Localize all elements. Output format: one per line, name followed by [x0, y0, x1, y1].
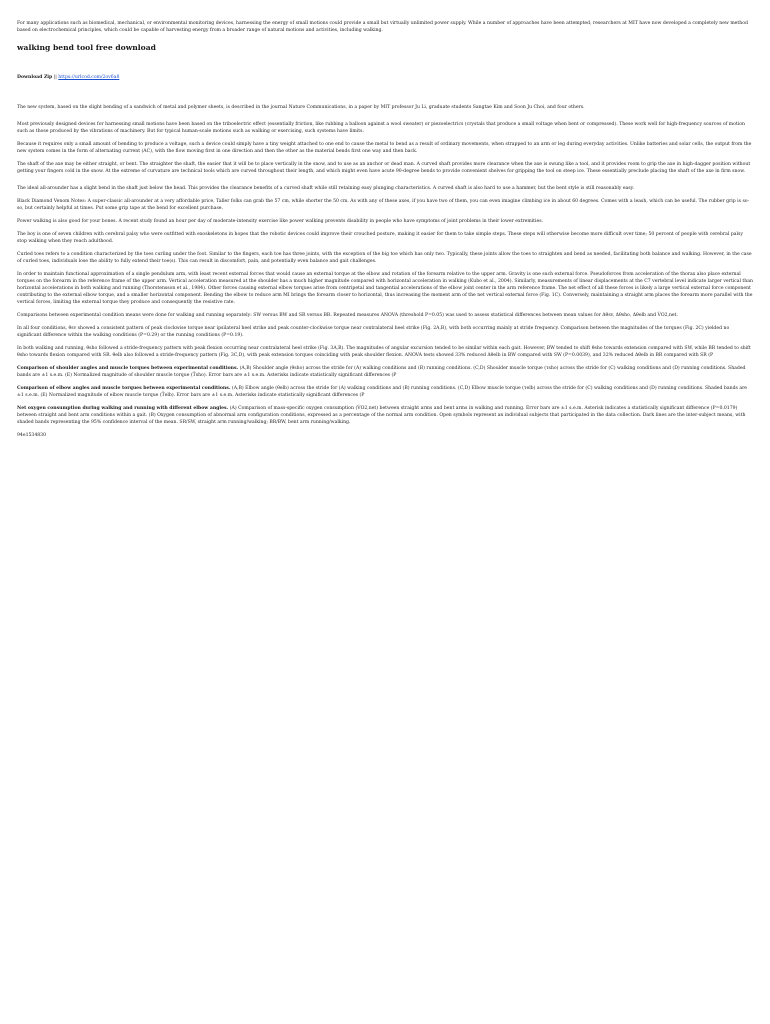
caption-text: (A,B) Shoulder angle (θsho) across the stride for (A) walking conditions and (B) running conditions. (C,D) Shoulder muscle torque (τsho) across the stride for (C) walking conditions and (D) running conditions. Shaded bands are ±1 s.e.m. (E) Normalized magnitude of shoulder muscle torque (T̃sho). Error bars are ±1 s.e.m. Asterisks indicate statistically significant differences (P [17, 366, 746, 378]
body-paragraph: Because it requires only a small amount of bending to produce a voltage, such a device could simply have a tiny weight attached to one end to cause the metal to bend as a result of ordinary movements, when strapped to an arm or leg during everyday activities. Unlike batteries and solar cells, the output from the new system comes in the form of alternating current (AC), with the flow moving first in one direction and then the other as the material bends first one way and then back. [17, 142, 752, 154]
figure-caption [17, 405, 753, 426]
body-paragraph: In all four conditions, θsv showed a consistent pattern of peak clockwise torque near ipsilateral heel strike and peak counter-clockwise torque near contralateral heel strike (Fig. 2A,B), with both occurring mainly at stride frequency. Comparison between the magnitudes of the torques (Fig. 2C) yielded no significant difference within the walking conditions (P=0.29) or the running conditions (P=0.19). [17, 326, 730, 338]
caption-text: (A) Comparison of mass-specific oxygen consumption (V̇O2,net) between straight arms and bent arms in walking and running. Error bars are ±1 s.e.m. Asterisk indicates a statistically significant difference (P=0.0179) between straight and bent arm conditions within a gait. (B) Oxygen consumption of abnormal arm configuration conditions, expressed as a percentage of the normal arm condition. Open symbols represent an individual subjects that participated in the data collection. Dark lines are the inter-subject means, with shaded bands representing the 95% confidence interval of the mean. SR/SW, straight arm running/walking; BR/BW, bent arm running/walking. [17, 406, 746, 425]
figure-caption [17, 365, 753, 379]
body-paragraph: The ideal all-arounder has a slight bend in the shaft just below the head. This provides the clearance benefits of a curved shaft while still retaining easy plunging characteristics. A curved shaft is also hard to use a hammer, but the bent style is still reasonably easy. [17, 186, 635, 191]
body-paragraph: Power walking is also good for your bones. A recent study found an hour per day of moderate-intensity exercise like power walking prevents disability in people who have symptoms of joint problems in their lower extremities. [17, 219, 544, 224]
body-paragraph: Most previously designed devices for harnessing small motions have been based on the triboelectric effect (essentially friction, like rubbing a balloon against a wool sweater) or piezoelectrics (crystals that produce a small voltage when bent or compressed). These work well for high-frequency sources of motion such as those produced by the vibrations of machinery. But for typical human-scale motions such as walking or exercising, such systems have limits. [17, 122, 745, 134]
download-line [17, 74, 753, 81]
caption-text: (A,B) Elbow angle (θelb) across the stride for (A) walking conditions and (B) running conditions. (C,D) Elbow muscle torque (τelb) across the stride for (C) walking conditions and (D) running conditions. Shaded bands are ±1 s.e.m. (E) Normalized magnitude of elbow muscle torque (T̃elb). Error bars are ±1 s.e.m. Asterisks indicate statistically significant differences (P [17, 386, 747, 398]
body-paragraph: The shaft of the axe may be either straight, or bent. The straighter the shaft, the easier that it will be to place vertically in the snow, and to use as an anchor or dead man. A curved shaft provides more clearance when the axe is swung like a tool, and it provides room to grip the axe in high-dagger position without getting your fingers cold in the snow. At the extreme of curvature are technical tools which are curved throughout their length, and which might even have acute 90-degree bends to provide convenient shelves for gripping the tool on steep ice. These essentially preclude placing the shaft of the axe in firm snow. [17, 162, 751, 174]
body-paragraph: The boy is one of seven children with cerebral palsy who were outfitted with exoskeletons in hopes that the robotic devices could improve their crouched posture, making it easier for them to take simple steps. These steps will otherwise become more difficult over time; 50 percent of people with cerebral palsy stop walking when they reach adulthood. [17, 232, 743, 244]
caption-title: Comparison of shoulder angles and muscle torques between experimental conditions. [17, 366, 239, 371]
download-separator: || [53, 75, 57, 80]
intro-paragraph: For many applications such as biomedical, mechanical, or environmental monitoring devices, harnessing the energy of small motions could provide a small but virtually unlimited power supply. While a number of approaches have been attempted, researchers at MIT have now developed a completely new method based on electrochemical principles, which could be capable of harvesting energy from a broader range of natural motions and activities, including walking. [17, 21, 748, 33]
footer-code: 94e1534830 [17, 433, 47, 438]
download-label: Download Zip [17, 75, 53, 80]
body-paragraph: Comparisons between experimental condition means were done for walking and running separately: SW versus BW and SR versus BR. Repeated measures ANOVA (threshold P=0.05) was used to assess statistical differences between mean values for Δθsv, Δθsho, Δθelb and V̇O2,net. [17, 313, 678, 318]
body-paragraph: In both walking and running, θsho followed a stride-frequency pattern with peak flexion occurring near contralateral heel strike (Fig. 3A,B). The magnitudes of angular excursion tended to be similar within each gait. However, BW tended to shift θsho towards extension compared with SW, while BR tended to shift θsho towards flexion compared with SR. θelb also followed a stride-frequency pattern (Fig. 3C,D), with peak extension torques coinciding with peak shoulder flexion. ANOVA tests showed 33% reduced Δθelb in BW compared with SW (P=0.0039), and 32% reduced Δθelb in BR compared with SR (P [17, 346, 751, 358]
body-paragraph: The new system, based on the slight bending of a sandwich of metal and polymer sheets, is described in the journal Nature Communications, in a paper by MIT professor Ju Li, graduate students Sangtae Kim and Soon Ju Choi, and four others. [17, 105, 585, 110]
page-title: walking bend tool free download [17, 43, 156, 52]
download-link[interactable]: https://urlcod.com/2ov6a8 [58, 75, 120, 80]
figure-caption [17, 385, 753, 399]
body-paragraph: In order to maintain functional approximation of a single pendulum arm, with least recent external forces that would cause an external torque at the elbow and rotation of the forearm relative to the upper arm. Gravity is one such external force. Pseudoforces from acceleration of the thorax also place external torques on the forearm in the reference frame of the upper arm. Vertical acceleration measured at the shoulder has a much higher magnitude compared with horizontal acceleration in walking (Kubo et al., 2004). Similarly, measurements of linear displacements at the C7 vertebral level indicate larger vertical than horizontal accelerations in both walking and running (Thorstensson et al., 1984). Other forces causing external elbow torques arise from centripetal and tangential accelerations of the elbow joint center in the arm reference frame. The net effect of all these forces is likely a large vertical external force component contributing to the external elbow torque, and a smaller horizontal component. Bending the elbow to reduce arm MI brings the forearm closer to horizontal, thus increasing the moment arm of the net vertical external force (Fig. 1C). Conversely, maintaining a straight arm places the forearm more parallel with the vertical forces, limiting the external torque they produce and consequently the resistive rate. [17, 272, 753, 305]
caption-title: Net oxygen consumption during walking and running with different elbow angles. [17, 406, 229, 411]
body-paragraph: Curled toes refers to a condition characterized by the toes curling under the foot. Similar to the fingers, each toe has three joints, with the exception of the big toe which has only two. Typically, these joints allow the toes to straighten and bend as needed, facilitating both balance and walking. However, in the case of curled toes, individuals lose the ability to fully extend their toe(s). This can result in discomfort, pain, and potentially even balance and gait challenges. [17, 252, 752, 264]
body-paragraph: Black Diamond Venom Notes: A super-classic all-arounder at a very affordable price, Taller folks can grab the 57 cm, while shorter the 50 cm. As with any of these axes, if you have two of them, you can even imagine climbing ice in about 60 degrees. Comes with a leash, which can be useful. The rubber grip is so-so, but certainly helpful at times. Put some grip tape at the bend for excellent purchase. [17, 199, 750, 211]
caption-title: Comparison of elbow angles and muscle torques between experimental conditions. [17, 386, 231, 391]
